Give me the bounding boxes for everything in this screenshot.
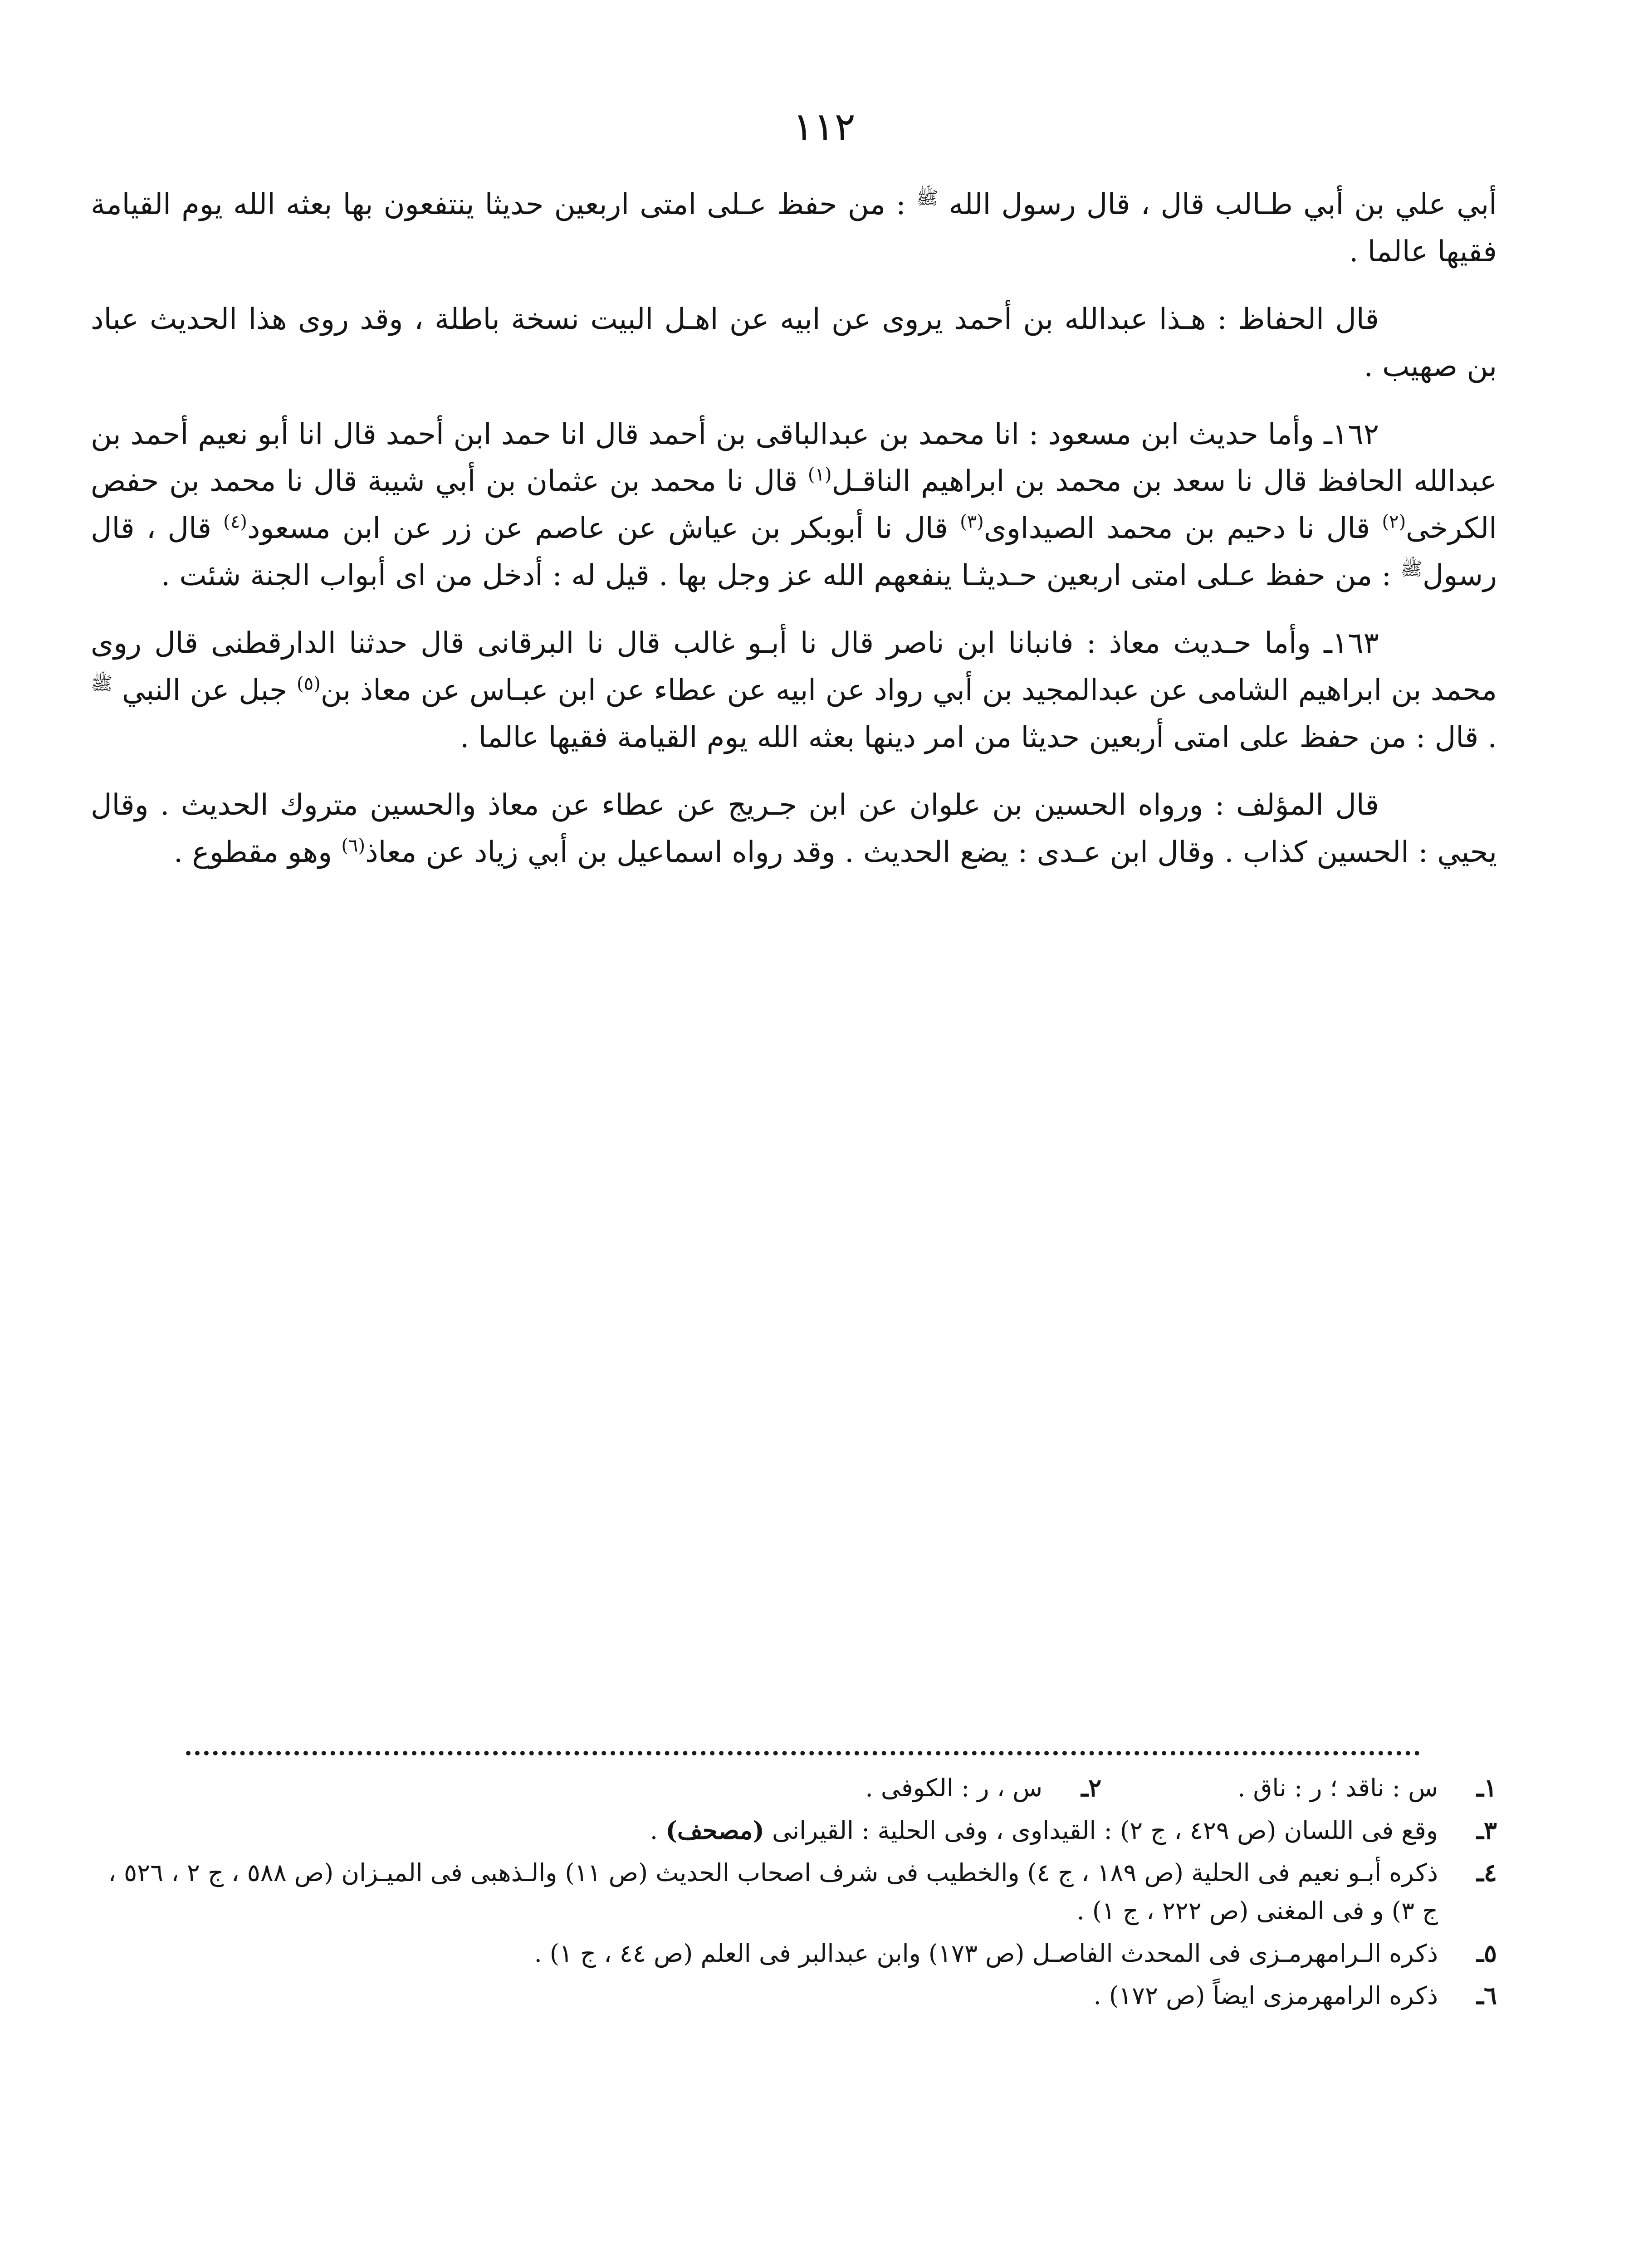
main-text xyxy=(91,181,1497,897)
page-number: ١١٢ xyxy=(792,104,856,150)
footnote-number: ٤ـ xyxy=(1477,1858,1497,1887)
footnote-number: ٥ـ xyxy=(1477,1938,1497,1968)
footnote-reference: (٦) xyxy=(341,835,366,856)
footnote-reference: (٤) xyxy=(223,511,247,533)
paragraph-text: قال المؤلف : ورواه الحسين بن علوان عن ابن جـريج عن عطاء عن معاذ والحسين متروك الحديث . وقال يحيي : الحسين كذاب . وقال ابن عـدى : يضع الحديث . وقد رواه اسماعيل بن أبي زياد عن معاذ xyxy=(91,788,1497,870)
footnote-text: س ، ر : الكوفى . xyxy=(865,1774,1043,1802)
footnote-divider xyxy=(186,1751,1420,1755)
footnote-text: ذكره الرامهرمزى ايضاً (ص ١٧٢) . xyxy=(1093,1981,1438,2010)
paragraph-text: قال ، قال رسول xyxy=(91,512,1497,592)
paragraph-text: أبي علي بن أبي طـالب قال ، قال رسول الله xyxy=(938,188,1497,221)
paragraph-text: قال نا أبوبكر بن عياش عن عاصم عن زر عن ابن مسعود xyxy=(247,512,960,546)
honorific-symbol: ﷺ xyxy=(916,187,939,209)
footnote-3-end: . xyxy=(650,1816,666,1845)
paragraph-text: قال نا دحيم بن محمد الصيداوى xyxy=(983,512,1382,546)
footnote-6 xyxy=(91,1977,1497,2015)
paragraph-text: : من حفظ عـلى امتى اربعين حديثا ينتفعون بها بعثه الله يوم القيامة فقيها عالما . xyxy=(91,188,1497,269)
paragraph-text: قال نا محمد بن عثمان بن أبي شيبة قال نا محمد بن حفص الكرخى xyxy=(91,464,1497,546)
paragraph-text: . قال : من حفظ على امتى أربعين حديثا من امر دينها بعثه الله يوم القيامة فقيها عالما . xyxy=(460,720,1497,754)
paragraph-muallif xyxy=(91,782,1497,876)
paragraph-intro xyxy=(91,181,1497,275)
footnote-number: ٦ـ xyxy=(1477,1981,1497,2010)
footnote-2 xyxy=(866,1769,1102,1807)
footnote-3 xyxy=(91,1812,1497,1850)
footnote-text: ذكره الـرامهرمـزى فى المحدث الفاصـل (ص ١٧٣) وابن عبدالبر فى العلم (ص ٤٤ ، ج ١) . xyxy=(534,1939,1438,1968)
footnote-4 xyxy=(91,1854,1497,1930)
paragraph-text: ١٦٣ـ وأما حـديث معاذ : فانبانا ابن ناصر قال نا أبـو غالب قال نا البرقانى قال حدثنا الدارقطنى قال روى محمد بن ابراهيم الشامى عن عبدالمجيد بن أبي رواد عن ابيه عن عطاء عن ابن عبـاس عن معاذ بن xyxy=(91,626,1497,708)
paragraph-hafiz xyxy=(91,296,1497,390)
paragraph-text: جبل عن النبي xyxy=(112,674,297,708)
footnote-3-emphasis: (مصحف) xyxy=(665,1815,764,1845)
footnote-number: ١ـ xyxy=(1477,1773,1497,1802)
footnote-reference: (٢) xyxy=(1382,511,1406,533)
footnote-reference: (٥) xyxy=(296,673,321,694)
footnote-reference: (٣) xyxy=(960,511,984,533)
honorific-symbol: ﷺ xyxy=(91,673,113,694)
honorific-symbol: ﷺ xyxy=(1400,558,1423,580)
paragraph-hadith-162 xyxy=(91,411,1497,600)
footnote-text: ذكره أبـو نعيم فى الحلية (ص ١٨٩ ، ج ٤) والخطيب فى شرف اصحاب الحديث (ص ١١) والـذهبى فى الميـزان (ص ٥٨٨ ، ج ٢ ، ٥٢٦ ، ج ٣) و فى المغنى (ص ٢٢٢ ، ج ١) . xyxy=(108,1858,1438,1926)
footnote-pair-1-2 xyxy=(91,1769,1497,1807)
footnote-1 xyxy=(1237,1769,1497,1807)
paragraph-text: ١٦٢ـ وأما حديث ابن مسعود : انا محمد بن عبدالباقى بن أحمد قال انا حمد ابن أحمد قال انا أبو نعيم أحمد بن عبدالله الحافظ قال نا سعد بن محمد بن ابراهيم الناقـل xyxy=(91,417,1497,499)
footnotes xyxy=(91,1769,1497,2019)
footnote-reference: (١) xyxy=(807,464,832,486)
footnote-text xyxy=(91,1812,1438,1850)
footnote-number: ٣ـ xyxy=(1477,1815,1497,1845)
paragraph-hadith-163 xyxy=(91,620,1497,761)
paragraph-text: وهو مقطوع . xyxy=(173,836,342,870)
paragraph-text: قال الحفاظ : هـذا عبدالله بن أحمد يروى عن ابيه عن اهـل البيت نسخة باطلة ، وقد روى هذا الحديث عباد بن صهيب . xyxy=(91,303,1497,384)
paragraph-text: : من حفظ عـلى امتى اربعين حـديثـا ينفعهم الله عز وجل بها . قيل له : أدخل من اى أبواب الجنة شئت . xyxy=(161,558,1401,592)
footnote-5 xyxy=(91,1935,1497,1973)
footnote-number: ٢ـ xyxy=(1081,1773,1102,1802)
footnote-text: س : ناقد ؛ ر : ناق . xyxy=(1237,1774,1438,1802)
footnote-3-main: وقع فى اللسان (ص ٤٢٩ ، ج ٢) : القيداوى ، وفى الحلية : القيرانى xyxy=(772,1816,1438,1845)
